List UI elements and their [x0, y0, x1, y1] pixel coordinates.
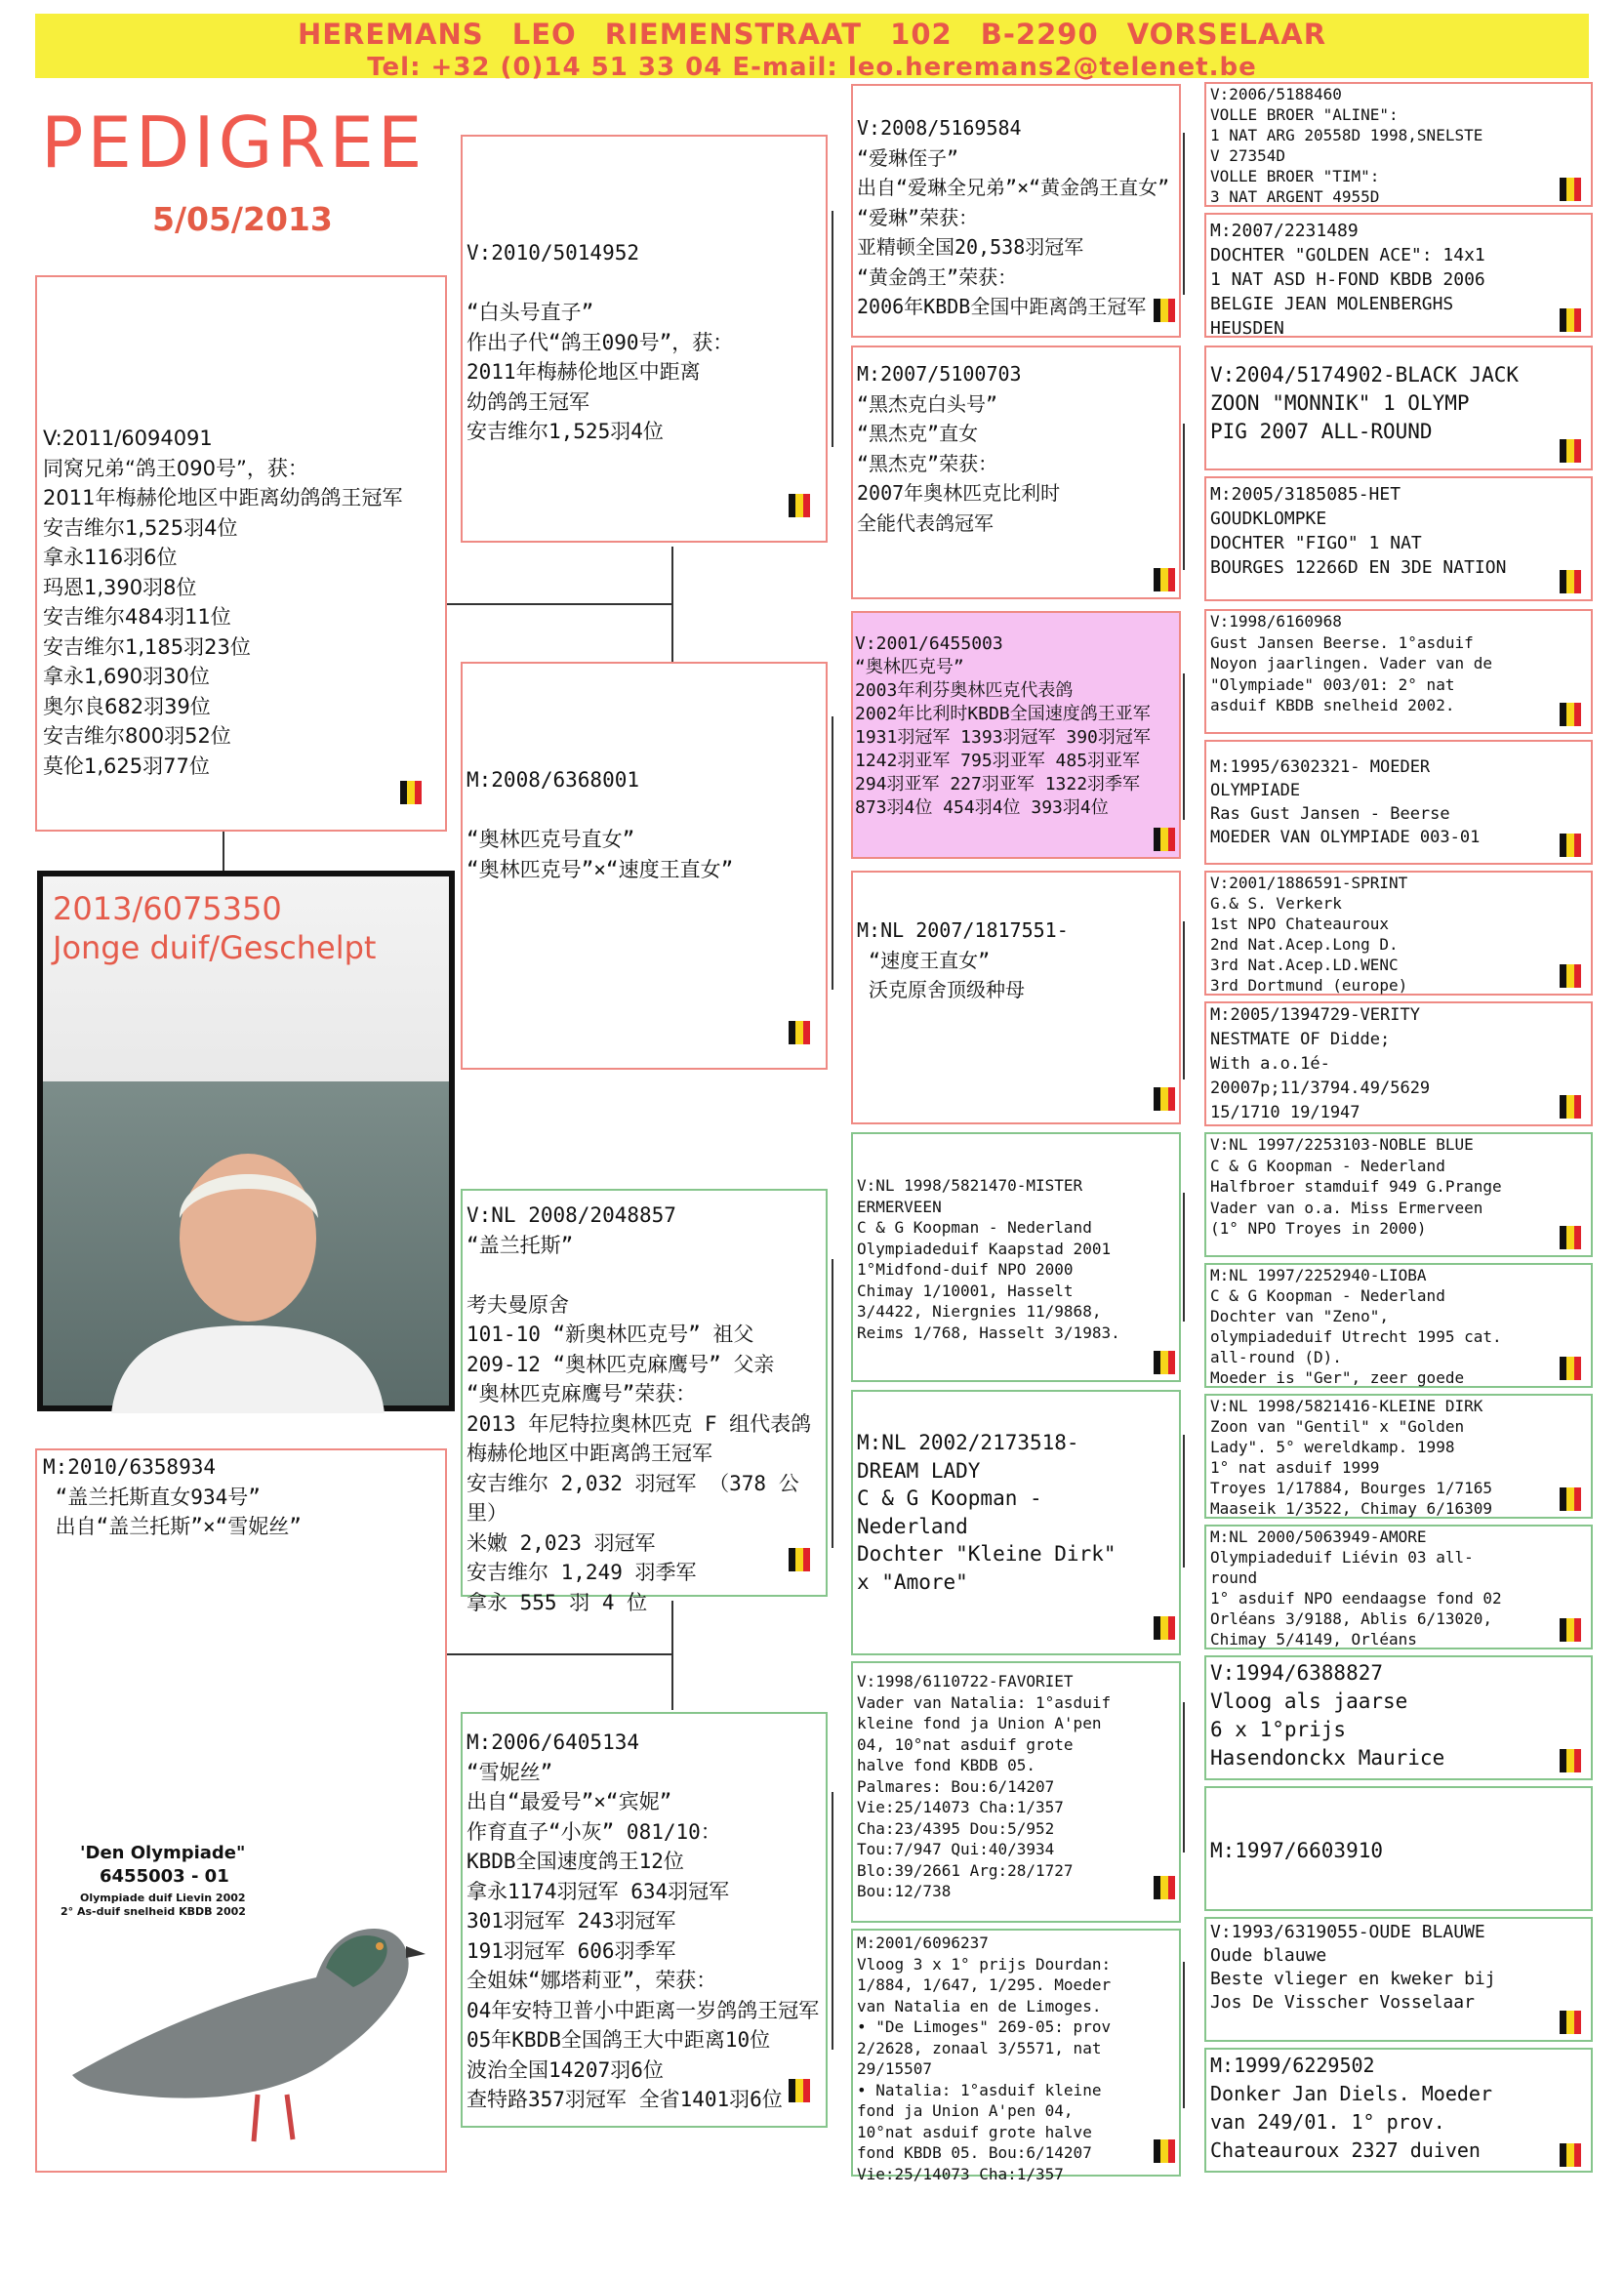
belgian-flag-icon	[1154, 1876, 1175, 1899]
belgian-flag-icon	[789, 1021, 810, 1044]
gen4-text: V:NL 1998/5821416-KLEINE DIRK Zoon van "Gentil" x "Golden Lady". 5° wereldkamp. 1998 1° nat asduif 1999 Troyes 1/17884, Bourges 1/7165 Maaseik 1/3522, Chimay 6/16309	[1210, 1397, 1492, 1518]
belgian-flag-icon	[1154, 2139, 1175, 2163]
belgian-flag-icon	[1560, 1749, 1581, 1772]
belgian-flag-icon	[1154, 1616, 1175, 1640]
gen3-box	[851, 84, 1181, 338]
gen3-text: M:NL 2002/2173518- DREAM LADY C & G Koopman - Nederland Dochter "Kleine Dirk" x "Amore"	[857, 1431, 1116, 1594]
connector	[223, 828, 224, 871]
gen3-box	[851, 1661, 1181, 1923]
gen4-text: V:1998/6160968 Gust Jansen Beerse. 1°asduif Noyon jaarlingen. Vader van de "Olympiade" 003/01: 2° nat asduif KBDB snelheid 2002.	[1210, 612, 1492, 714]
belgian-flag-icon	[1154, 1087, 1175, 1111]
connector	[1183, 1702, 1185, 1852]
dam-box	[35, 1448, 447, 2173]
bird-description: Jonge duif/Geschelpt	[53, 929, 377, 966]
connector	[832, 1792, 833, 2050]
sire-box	[35, 275, 447, 832]
gen3-text: V:2001/6455003 “奥林匹克号” 2003年利芬奥林匹克代表鸽 2002年比利时KBDB全国速度鸽王亚军 1931羽冠军 1393羽冠军 390羽冠军 1242羽亚军 795羽亚军 485羽亚军 294羽亚军 227羽亚军 1322羽季军 873羽4位 454羽4位 393羽4位	[855, 633, 1151, 818]
bird-ring: 2013/6075350	[53, 890, 282, 927]
belgian-flag-icon	[1560, 1226, 1581, 1249]
belgian-flag-icon	[1560, 1487, 1581, 1511]
gen4-text: V:2001/1886591-SPRINT G.& S. Verkerk 1st NPO Chateauroux 2nd Nat.Acep.Long D. 3rd Nat.Acep.LD.WENC 3rd Dortmund (europe)	[1210, 874, 1408, 995]
belgian-flag-icon	[1560, 703, 1581, 726]
belgian-flag-icon	[1560, 2143, 1581, 2167]
gen4-box	[1204, 609, 1593, 734]
connector	[1183, 1435, 1185, 1568]
gen4-text: V:1993/6319055-OUDE BLAUWE Oude blauwe Beste vlieger en kweker bij Jos De Visscher Vosselaar	[1210, 1922, 1496, 2013]
belgian-flag-icon	[789, 494, 810, 517]
gen4-text: V:2004/5174902-BLACK JACK ZOON "MONNIK" 1 OLYMP PIG 2007 ALL-ROUND	[1210, 363, 1520, 443]
gen4-box	[1204, 476, 1593, 601]
belgian-flag-icon	[1560, 2011, 1581, 2034]
gen3-text: M:NL 2007/1817551- “速度王直女” 沃克原舍顶级种母	[857, 918, 1069, 1001]
pigeon-image	[43, 1831, 433, 2163]
belgian-flag-icon	[1154, 568, 1175, 591]
gen3-box	[851, 1132, 1181, 1382]
belgian-flag-icon	[789, 2079, 810, 2102]
connector	[671, 547, 673, 662]
gen4-text: M:NL 2000/5063949-AMORE Olympiadeduif Liévin 03 all- round 1° asduif NPO eendaagse fond 02 Orléans 3/9188, Ablis 6/13020, Chimay 5/4149, Orléans	[1210, 1527, 1502, 1649]
gen4-text: M:2007/2231489 DOCHTER "GOLDEN ACE": 14x1 1 NAT ASD H-FOND KBDB 2006 BELGIE JEAN MOLENBERGHS HEUSDEN	[1210, 221, 1485, 339]
connector	[445, 603, 673, 605]
sire-sire-text: V:2010/5014952 “白头号直子” 作出子代“鸽王090号”，获： 2011年梅赫伦地区中距离 幼鸽鸽王冠军 安吉维尔1,525羽4位	[467, 241, 734, 443]
gen3-box-highlight	[851, 611, 1181, 859]
connector	[1183, 673, 1185, 820]
gen4-box	[1204, 1786, 1593, 1911]
belgian-flag-icon	[1154, 828, 1175, 851]
gen4-text: M:1999/6229502 Donker Jan Diels. Moeder van 249/01. 1° prov. Chateauroux 2327 duiven	[1210, 2054, 1492, 2162]
gen4-box	[1204, 346, 1593, 470]
gen4-box	[1204, 1132, 1593, 1257]
gen4-text: M:2005/3185085-HET GOUDKLOMPKE DOCHTER "FIGO" 1 NAT BOURGES 12266D EN 3DE NATION	[1210, 484, 1507, 578]
sire-dam-text: M:2008/6368001 “奥林匹克号直女” “奥林匹克号”×“速度王直女”	[467, 768, 734, 881]
olympiade-note: Olympiade duif Lievin 2002	[80, 1892, 246, 1904]
connector	[832, 211, 833, 447]
header-address: HEREMANS LEO RIEMENSTRAAT 102 B-2290 VORSELAAR	[297, 18, 1327, 51]
belgian-flag-icon	[1560, 834, 1581, 857]
gen4-box	[1204, 1655, 1593, 1780]
breeder-portrait	[102, 1130, 394, 1413]
belgian-flag-icon	[1560, 1357, 1581, 1380]
gen4-box	[1204, 1394, 1593, 1519]
belgian-flag-icon	[1560, 178, 1581, 201]
dam-dam-box	[461, 1712, 828, 2128]
belgian-flag-icon	[1560, 964, 1581, 988]
gen4-text: M:1995/6302321- MOEDER OLYMPIADE Ras Gust Jansen - Beerse MOEDER VAN OLYMPIADE 003-01	[1210, 757, 1481, 847]
connector	[832, 1259, 833, 1548]
sire-sire-box	[461, 135, 828, 543]
gen3-text: M:2007/5100703 “黑杰克白头号” “黑杰克”直女 “黑杰克”荣获： 2007年奥林匹克比利时 全能代表鸽冠军	[857, 362, 1061, 535]
gen3-box	[851, 1929, 1181, 2183]
bird-photo	[37, 871, 455, 1411]
gen4-box	[1204, 2048, 1593, 2173]
pedigree-date: 5/05/2013	[152, 200, 333, 238]
belgian-flag-icon	[1560, 1618, 1581, 1642]
sire-dam-box	[461, 662, 828, 1070]
connector	[1183, 1962, 1185, 2108]
gen3-text: V:2008/5169584 “爱琳侄子” 出自“爱琳全兄弟”×“黄金鸽王直女” “爱琳”荣获： 亚精顿全国20,538羽冠军 “黄金鸽王”荣获： 2006年KBDB全国中距离鸽王冠军	[857, 116, 1170, 318]
gen4-text: M:NL 1997/2252940-LIOBA C & G Koopman - Nederland Dochter van "Zeno", olympiadeduif Utrecht 1995 cat. all-round (D). Moeder is "Ger", zeer goede	[1210, 1266, 1502, 1387]
connector	[1183, 133, 1185, 295]
gen4-box	[1204, 1917, 1593, 2042]
connector	[832, 716, 833, 990]
dam-sire-box	[461, 1189, 828, 1614]
gen4-box	[1204, 82, 1593, 207]
belgian-flag-icon	[400, 781, 422, 804]
sire-text: V:2011/6094091 同窝兄弟“鸽王090号”，获： 2011年梅赫伦地区中距离幼鸽鸽王冠军 安吉维尔1,525羽4位 拿永116羽6位 玛恩1,390羽8位 安吉维尔484羽11位 安吉维尔1,185羽23位 拿永1,690羽30位 奥尔良682羽39位 安吉维尔800羽52位 莫伦1,625羽77位	[43, 427, 403, 778]
gen4-text: V:NL 1997/2253103-NOBLE BLUE C & G Koopman - Nederland Halfbroer stamduif 949 G.Prange Vader van o.a. Miss Ermerveen (1° NPO Troyes in 2000)	[1210, 1135, 1502, 1238]
gen3-box	[851, 1390, 1181, 1655]
belgian-flag-icon	[1154, 299, 1175, 322]
gen4-box	[1204, 1525, 1593, 1649]
connector	[1183, 1193, 1185, 1322]
connector	[1183, 424, 1185, 570]
gen4-text: M:2005/1394729-VERITY NESTMATE OF Didde; With a.o.1é- 20007p;11/3794.49/5629 15/1710 19/1947	[1210, 1005, 1431, 1122]
olympiade-note: 2° As-duif snelheid KBDB 2002	[61, 1905, 246, 1918]
gen4-box	[1204, 1001, 1593, 1126]
header-contact: Tel: +32 (0)14 51 33 04 E-mail: leo.heremans2@telenet.be	[367, 53, 1257, 82]
belgian-flag-icon	[1560, 308, 1581, 332]
belgian-flag-icon	[1560, 570, 1581, 593]
gen4-box	[1204, 1263, 1593, 1388]
belgian-flag-icon	[1560, 1095, 1581, 1119]
olympiade-ring: 6455003 - 01	[100, 1866, 229, 1887]
gen3-box	[851, 871, 1181, 1124]
dam-sire-text: V:NL 2008/2048857 “盖兰托斯” 考夫曼原舍 101-10 “新奥林匹克号” 祖父 209-12 “奥林匹克麻鹰号” 父亲 “奥林匹克麻鹰号”荣获： 2013 年尼特拉奥林匹克 F 组代表鸽 梅赫伦地区中距离鸽王冠军 安吉维尔 2,032 羽冠军 （378 公里） 米嫩 2,023 羽冠军 安吉维尔 1,249 羽季军 拿永 555 羽 4 位	[467, 1203, 812, 1614]
gen4-text: M:1997/6603910	[1210, 1839, 1384, 1862]
gen4-box	[1204, 213, 1593, 338]
connector	[445, 1653, 673, 1655]
gen3-text: V:NL 1998/5821470-MISTER ERMERVEEN C & G Koopman - Nederland Olympiadeduif Kaapstad 2001 1°Midfond-duif NPO 2000 Chimay 1/10001, Hasselt 3/4422, Niergnies 11/9868, Reims 1/768, Hasselt 3/1983.	[857, 1176, 1120, 1342]
gen4-box	[1204, 740, 1593, 865]
gen3-box	[851, 346, 1181, 599]
gen3-text: M:2001/6096237 Vloog 3 x 1° prijs Dourdan: 1/884, 1/647, 1/295. Moeder van Natalia en de Limoges. • "De Limoges" 269-05: prov 2/2628, zonaal 3/5571, nat 29/15507 • Natalia: 1°asduif kleine fond ja Union A'pen 04, 10°nat asduif grote halve fond KBDB 05. Bou:6/14207 Vie:25/14073 Cha:1/357	[857, 1934, 1112, 2183]
olympiade-name: 'Den Olympiade"	[80, 1843, 246, 1863]
gen4-box	[1204, 871, 1593, 996]
belgian-flag-icon	[1560, 439, 1581, 463]
dam-text: M:2010/6358934 “盖兰托斯直女934号” 出自“盖兰托斯”×“雪妮丝”	[43, 1455, 302, 1538]
dam-dam-text: M:2006/6405134 “雪妮丝” 出自“最爱号”×“宾妮” 作育直子“小灰” 081/10： KBDB全国速度鸽王12位 拿永1174羽冠军 634羽冠军 301羽冠军 243羽冠军 191羽冠军 606羽季军 全姐妹“娜塔莉亚”，荣获： 04年安特卫普小中距离一岁鸽鸽王冠军 05年KBDB全国鸽王大中距离10位 波治全国14207羽6位 查特路357羽冠军 全省1401羽6位	[467, 1730, 820, 2111]
belgian-flag-icon	[1154, 1351, 1175, 1374]
gen4-text: V:2006/5188460 VOLLE BROER "ALINE": 1 NAT ARG 20558D 1998,SNELSTE V 27354D VOLLE BROER "TIM": 3 NAT ARGENT 4955D	[1210, 85, 1483, 206]
header-banner	[35, 14, 1589, 82]
belgian-flag-icon	[789, 1548, 810, 1571]
gen3-text: V:1998/6110722-FAVORIET Vader van Natalia: 1°asduif kleine fond ja Union A'pen 04, 10°nat asduif grote halve fond KBDB 05. Palmares: Bou:6/14207 Vie:25/14073 Cha:1/357 Cha:23/4395 Dou:5/952 Tou:7/947 Qui:40/3934 Blo:39/2661 Arg:28/1727 Bou:12/738	[857, 1672, 1112, 1900]
connector	[1183, 921, 1185, 1079]
gen4-text: V:1994/6388827 Vloog als jaarse 6 x 1°prijs Hasendonckx Maurice	[1210, 1661, 1445, 1770]
page-title: PEDIGREE	[41, 102, 426, 183]
